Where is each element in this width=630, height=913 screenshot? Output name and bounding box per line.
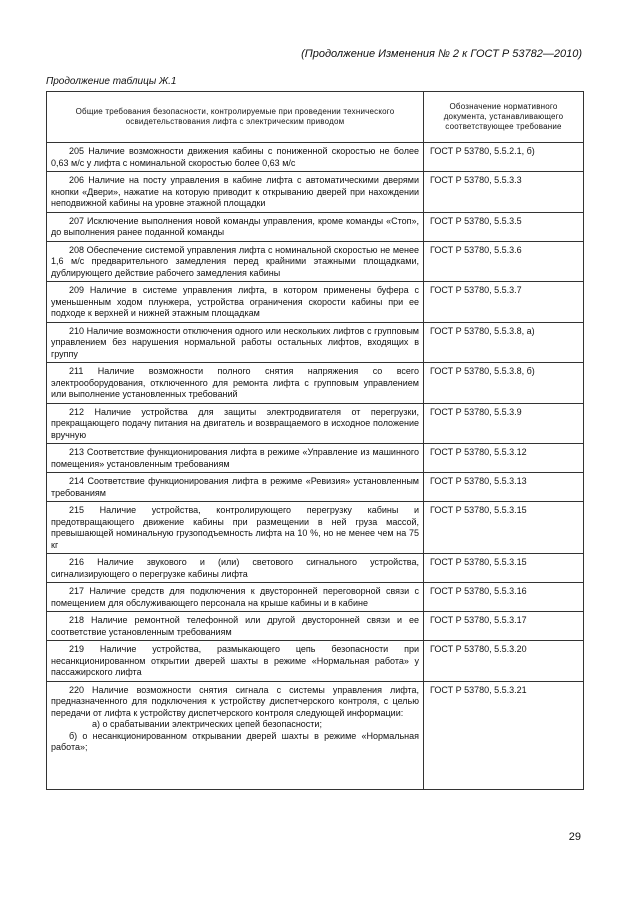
table-row bbox=[47, 363, 584, 404]
reference-cell: ГОСТ Р 53780, 5.5.3.8, б) bbox=[424, 363, 584, 404]
table-row bbox=[47, 241, 584, 282]
requirement-text: 208 Обеспечение системой управления лифта с номинальной скоростью не менее 1,6 м/с предварительного замедления перед крайними этажными площадками, дублирующего действие рабочего замедления кабины bbox=[51, 244, 419, 278]
table-row bbox=[47, 554, 584, 583]
requirement-text: 213 Соответствие функционирования лифта в режиме «Управление из машинного помещения» установленным требованиям bbox=[51, 447, 419, 469]
reference-cell: ГОСТ Р 53780, 5.5.3.9 bbox=[424, 403, 584, 444]
requirement-text: 217 Наличие средств для подключения к двусторонней переговорной связи с помещением для обслуживающего персонала на крыше кабины и в кабине bbox=[51, 586, 419, 608]
table-row bbox=[47, 322, 584, 363]
table-row bbox=[47, 444, 584, 473]
page-header: (Продолжение Изменения № 2 к ГОСТ Р 53782—2010) bbox=[301, 48, 582, 60]
requirement-text: 207 Исключение выполнения новой команды управления, кроме команды «Стоп», до выполнения ранее поданной команды bbox=[51, 215, 419, 237]
requirement-text: 206 Наличие на посту управления в кабине лифта с автоматическими дверями кнопки «Двери», нажатие на которую приводит к открыванию дверей при нахождении неподвижной кабины на уровне этажной площадки bbox=[51, 175, 419, 208]
table-row bbox=[47, 473, 584, 502]
reference-cell: ГОСТ Р 53780, 5.5.3.20 bbox=[424, 641, 584, 682]
table-row bbox=[47, 641, 584, 682]
reference-cell: ГОСТ Р 53780, 5.5.3.3 bbox=[424, 172, 584, 213]
reference-cell: ГОСТ Р 53780, 5.5.2.1, б) bbox=[424, 143, 584, 172]
requirement-text: 220 Наличие возможности снятия сигнала с системы управления лифта, предназначенного для подключения к устройству диспетчерского контроля, с целью передачи от лифта к устройству диспетчерского контроля следующей информации: bbox=[51, 684, 419, 718]
reference-cell: ГОСТ Р 53780, 5.5.3.13 bbox=[424, 473, 584, 502]
table-row bbox=[47, 681, 584, 789]
table-row bbox=[47, 282, 584, 323]
requirement-text: 209 Наличие в системе управления лифта, в котором применены буфера с уменьшенным ходом плунжера, устройства ограничения скорости кабины при ее подходе к верхней и нижней этажным площадкам bbox=[51, 285, 419, 318]
requirement-text: 218 Наличие ремонтной телефонной или другой двусторонней связи и ее соответствие установленным требованиям bbox=[51, 615, 419, 637]
reference-cell: ГОСТ Р 53780, 5.5.3.5 bbox=[424, 212, 584, 241]
table-row bbox=[47, 612, 584, 641]
requirements-table bbox=[46, 91, 584, 790]
requirement-text: 210 Наличие возможности отключения одного или нескольких лифтов с групповым управлением без нарушения нормальной работы остальных лифтов, входящих в группу bbox=[51, 325, 419, 359]
table-row bbox=[47, 502, 584, 554]
page-number: 29 bbox=[568, 831, 581, 843]
reference-cell: ГОСТ Р 53780, 5.5.3.15 bbox=[424, 502, 584, 554]
table-row bbox=[47, 403, 584, 444]
requirement-text: 216 Наличие звукового и (или) светового сигнального устройства, сигнализирующего о перегрузке кабины лифта bbox=[51, 557, 419, 579]
requirement-text: 215 Наличие устройства, контролирующего перегрузку кабины и предотвращающего движение кабины при размещении в ней груза массой, превышающей номинальную грузоподъемность лифта на 10 %, но не менее чем на 75 кг bbox=[51, 505, 419, 550]
reference-cell: ГОСТ Р 53780, 5.5.3.15 bbox=[424, 554, 584, 583]
requirement-text: 214 Соответствие функционирования лифта в режиме «Ревизия» установленным требованиям bbox=[51, 476, 419, 498]
reference-cell: ГОСТ Р 53780, 5.5.3.6 bbox=[424, 241, 584, 282]
reference-cell: ГОСТ Р 53780, 5.5.3.21 bbox=[424, 681, 584, 789]
column-header-requirements: Общие требования безопасности, контролируемые при проведении технического освидетельствования лифта с электрическим приводом bbox=[47, 92, 424, 143]
requirement-text: 211 Наличие возможности полного снятия напряжения со всего электрооборудования, отключенного для ремонта лифта с групповым управлением или выполнение установленных требований bbox=[51, 366, 419, 399]
table-header-row bbox=[47, 92, 584, 143]
column-header-reference: Обозначение нормативного документа, устанавливающего соответствующее требование bbox=[424, 92, 584, 143]
table-row bbox=[47, 212, 584, 241]
table-row bbox=[47, 172, 584, 213]
requirement-text: 219 Наличие устройства, размыкающего цепь безопасности при несанкционированном открытии дверей шахты в режиме «Нормальная работа» у пассажирского лифта bbox=[51, 644, 419, 677]
reference-cell: ГОСТ Р 53780, 5.5.3.12 bbox=[424, 444, 584, 473]
reference-cell: ГОСТ Р 53780, 5.5.3.8, а) bbox=[424, 322, 584, 363]
table-row bbox=[47, 583, 584, 612]
reference-cell: ГОСТ Р 53780, 5.5.3.17 bbox=[424, 612, 584, 641]
requirement-subitem-a: а) о срабатывании электрических цепей безопасности; bbox=[92, 719, 322, 729]
requirement-text: 205 Наличие возможности движения кабины с пониженной скоростью не более 0,63 м/с у лифта с номинальной скоростью более 0,63 м/с bbox=[51, 146, 419, 168]
reference-cell: ГОСТ Р 53780, 5.5.3.16 bbox=[424, 583, 584, 612]
table-row bbox=[47, 143, 584, 172]
table-caption: Продолжение таблицы Ж.1 bbox=[46, 76, 177, 87]
requirement-text: 212 Наличие устройства для защиты электродвигателя от перегрузки, прекращающего подачу питания на двигатель и возвращаемого в исходное положение вручную bbox=[51, 406, 419, 440]
reference-cell: ГОСТ Р 53780, 5.5.3.7 bbox=[424, 282, 584, 323]
requirement-subitem-b: б) о несанкционированном открывании дверей шахты в режиме «Нормальная работа»; bbox=[51, 730, 419, 752]
